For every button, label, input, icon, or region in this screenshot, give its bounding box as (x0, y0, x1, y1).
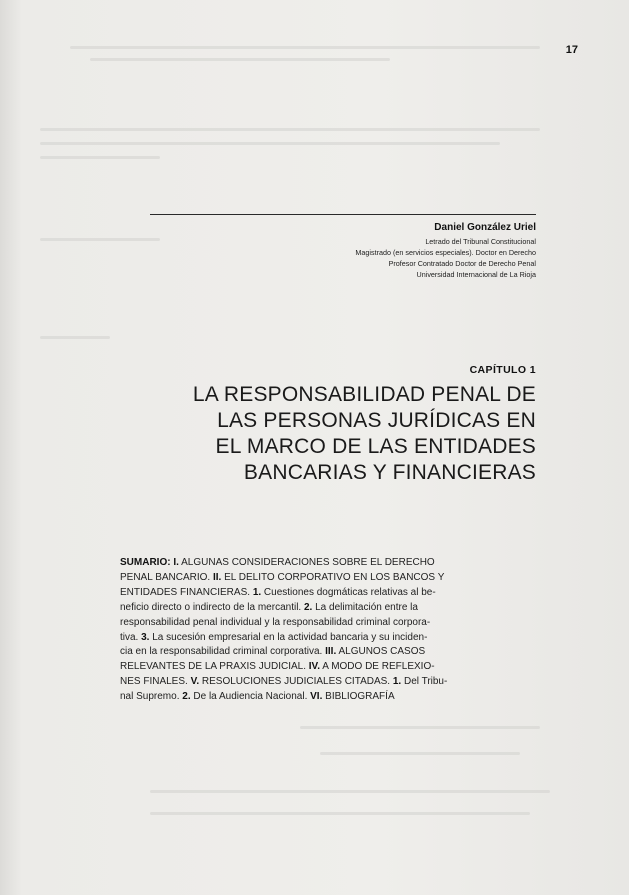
show-through-mark (40, 238, 160, 241)
summary-section-number: 2. (182, 691, 191, 703)
summary-section-number: III. (325, 646, 337, 658)
show-through-mark (90, 58, 390, 61)
author-affiliation: Profesor Contratado Doctor de Derecho Penal (388, 259, 536, 268)
summary-text: La delimitación entre la (312, 601, 418, 613)
summary-text: tiva. (120, 631, 142, 643)
summary-section-number: 1. (392, 676, 402, 688)
show-through-mark (40, 156, 160, 159)
summary-text: EL DELITO CORPORATIVO EN LOS BANCOS Y (221, 571, 445, 583)
summary-text: neficio directo o indirecto de la mercantil. (120, 601, 304, 613)
summary-text: De la Audiencia Nacional. (190, 691, 311, 703)
show-through-mark (300, 726, 540, 729)
author-name: Daniel González Uriel (434, 222, 536, 233)
summary-abstract (120, 556, 448, 705)
summary-section-number: SUMARIO: (120, 557, 171, 568)
summary-line (120, 616, 431, 631)
summary-text: BIBLIOGRAFÍA (322, 691, 395, 703)
author-block (260, 222, 536, 280)
chapter-title (150, 382, 536, 486)
show-through-mark (40, 128, 540, 131)
summary-line (120, 601, 416, 616)
chapter-title-line: LA RESPONSABILIDAD PENAL DE (192, 383, 536, 406)
summary-text: Del Tribu- (401, 676, 448, 688)
summary-section-number: V. (190, 676, 200, 688)
summary-section-number: 3. (141, 631, 150, 643)
summary-text: ENTIDADES FINANCIERAS. (120, 586, 253, 598)
summary-section-number: II. (213, 571, 222, 583)
show-through-mark (150, 790, 550, 793)
summary-text: Cuestiones dogmáticas relativas al be- (261, 586, 436, 598)
summary-text: NES FINALES. (120, 676, 191, 688)
summary-section-number: VI. (310, 691, 323, 703)
summary-text: RELEVANTES DE LA PRAXIS JUDICIAL. (120, 661, 309, 673)
summary-section-number: 2. (303, 601, 313, 613)
summary-section-number: IV. (308, 661, 321, 673)
chapter-title-line: BANCARIAS Y FINANCIERAS (243, 461, 536, 484)
summary-text: responsabilidad penal individual y la responsabilidad criminal corpora- (120, 616, 431, 628)
summary-text: La sucesión empresarial en la actividad bancaria y su inciden- (149, 631, 428, 643)
page-number: 17 (565, 44, 578, 56)
summary-line (120, 645, 426, 660)
summary-line (120, 631, 428, 646)
summary-line (120, 571, 445, 586)
chapter-label: CAPÍTULO 1 (469, 364, 536, 376)
summary-text: PENAL BANCARIO. (120, 571, 213, 583)
author-affiliation: Magistrado (en servicios especiales). Doctor en Derecho (355, 248, 536, 257)
chapter-title-line: EL MARCO DE LAS ENTIDADES (215, 435, 536, 458)
show-through-mark (40, 142, 500, 145)
show-through-mark (70, 46, 540, 49)
header-rule (150, 214, 536, 215)
author-affiliation: Universidad Internacional de La Rioja (416, 270, 536, 279)
summary-text: ALGUNAS CONSIDERACIONES SOBRE EL DERECHO (178, 557, 435, 568)
summary-text: nal Supremo. (120, 691, 183, 703)
summary-text: cia en la responsabilidad criminal corporativa. (120, 646, 326, 658)
summary-line (120, 556, 435, 571)
chapter-title-line: LAS PERSONAS JURÍDICAS EN (217, 409, 536, 432)
summary-text: A MODO DE REFLEXIO- (320, 661, 435, 673)
summary-text: RESOLUCIONES JUDICIALES CITADAS. (199, 676, 393, 688)
summary-line (120, 660, 435, 675)
show-through-mark (150, 812, 530, 815)
author-affiliation: Letrado del Tribunal Constitucional (425, 237, 536, 246)
summary-line (120, 586, 436, 601)
summary-line (120, 690, 416, 705)
summary-section-number: 1. (252, 586, 262, 598)
show-through-mark (320, 752, 520, 755)
summary-text: ALGUNOS CASOS (336, 646, 426, 658)
show-through-mark (40, 336, 110, 339)
summary-line (120, 675, 448, 690)
summary-section-number: I. (173, 557, 179, 568)
